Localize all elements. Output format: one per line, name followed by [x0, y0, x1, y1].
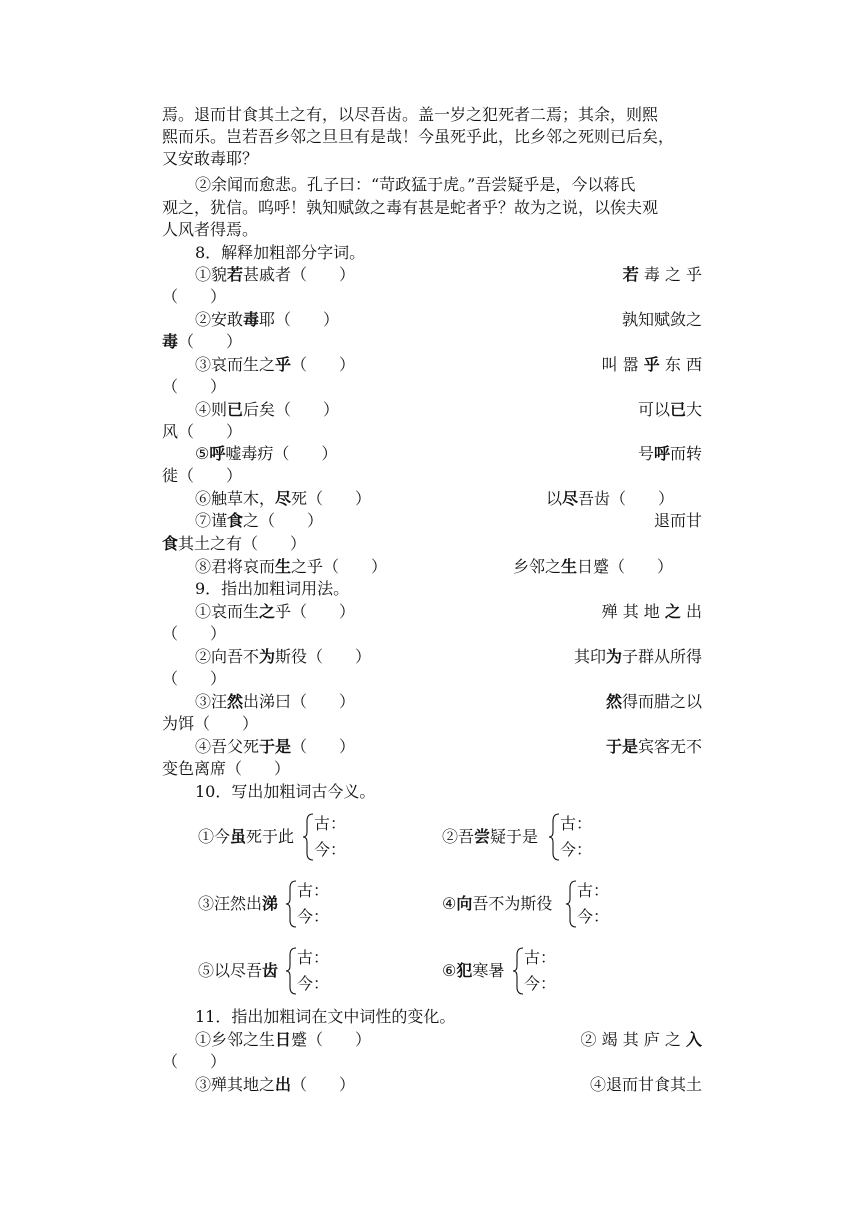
document-page: 焉。退而甘食其土之有，以尽吾齿。盖一岁之犯死者二焉；其余，则熙 熙而乐。岂若吾乡邻之旦旦有是哉！今虽死乎此，比乡邻之死则已后矣， 又安敢毒耶？ ②余闻而愈悲。孔子曰：“苛政猛于虎。”吾尝疑乎是，今以蒋氏 观之，犹信。呜呼！孰知赋敛之毒有甚是蛇者乎？故为之说，以俟夫观 人风者得焉。 8．解释加粗部分字词。 ①貌若甚戚者（ ） 若 毒 之 乎 （ ） ②安敢毒耶（ ） 孰知赋敛之 毒（ ） ③哀而生之乎（ ） 叫 嚣 乎 东 西 （ ） ④则已后矣（ ） 可以已大 风（ ） ⑤呼嘘毒疠（ ） 号呼而转 徙（ ） ⑥触草木，尽死（ ） 以尽吾齿（ ） ⑦谨食之（ ） 退而甘 食其土之有（ ） ⑧君将哀而生之乎（ ） 乡邻之生日蹙（ ） 9．指出加粗词用法。 ①哀而生之乎（ ） 殚 其 地 之 出 （ ） ②向吾不为斯役（ ） 其印为子群从所得 （ ） ③汪然出涕曰（ ） 然得而腊之以 为饵（ ） ④吾父死于是（ ） 于是宾客无不 变色离席（ ） 10．写出加粗词古今义。 ①今虽死于此 古： 今： ②吾尝疑于是 古： 今： ③汪然出涕 古： 今： ④向吾不为斯役 古： 今： ⑤以尽吾齿 古： 今： ⑥犯寒暑 古： 今： 11．指出加粗词在文中词性的变化。 ①乡邻之生日蹙（ ） ② 竭 其 庐 之 入 （ ） ③殚其地之出（ ） ④退而甘食其土: [162, 105, 702, 1094]
question-10-title: 10．写出加粗词古今义。: [195, 782, 376, 801]
brace-icon: [285, 880, 297, 928]
brace-icon: [302, 813, 314, 861]
brace-icon: [285, 947, 297, 995]
brace-icon: [548, 813, 560, 861]
brace-icon: [565, 880, 577, 928]
passage-line: ②余闻而愈悲。孔子曰：“苛政猛于虎。”吾尝疑乎是，今以蒋氏: [195, 175, 636, 194]
passage-line: 又安敢毒耶？: [162, 149, 259, 168]
question-8-title: 8．解释加粗部分字词。: [195, 243, 366, 262]
passage-line: 人风者得焉。: [162, 220, 259, 239]
question-9-title: 9．指出加粗词用法。: [195, 579, 350, 598]
passage-line: 熙而乐。岂若吾乡邻之旦旦有是哉！今虽死乎此，比乡邻之死则已后矣，: [162, 127, 675, 146]
question-11-title: 11．指出加粗词在文中词性的变化。: [195, 1007, 456, 1026]
brace-icon: [512, 947, 524, 995]
passage-line: 焉。退而甘食其土之有，以尽吾齿。盖一岁之犯死者二焉；其余，则熙: [162, 105, 659, 124]
passage-line: 观之，犹信。呜呼！孰知赋敛之毒有甚是蛇者乎？故为之说，以俟夫观: [162, 198, 659, 217]
